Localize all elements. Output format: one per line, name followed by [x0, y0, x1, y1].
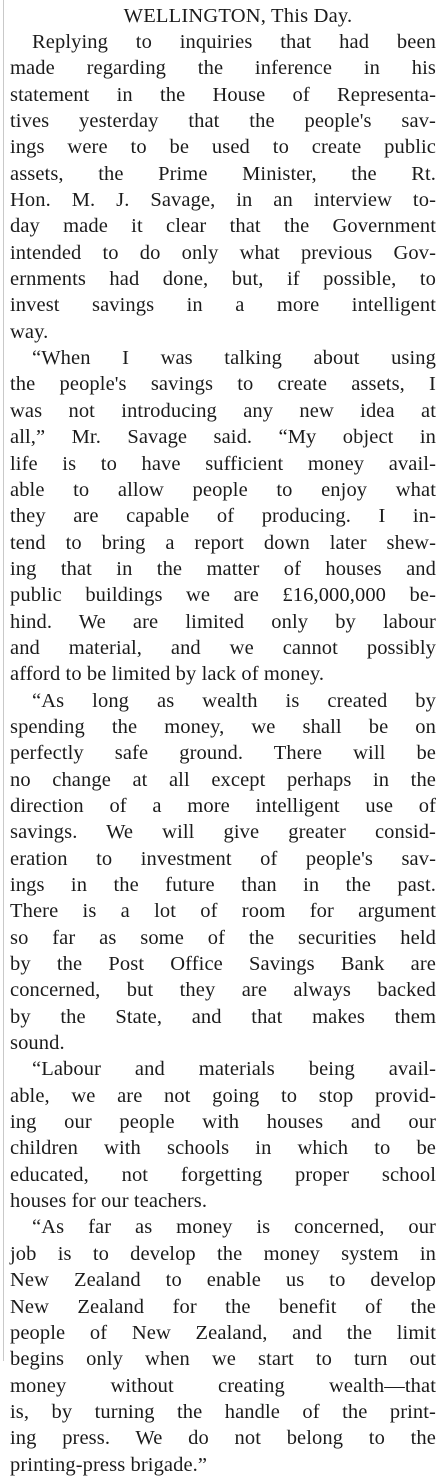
- article-paragraph: [10, 688, 436, 1057]
- text-line: by the Post Office Savings Bank are: [10, 953, 436, 976]
- text-line: assets, the Prime Minister, the Rt.: [10, 162, 436, 185]
- text-line: spending the money, we shall be on: [10, 715, 436, 738]
- text-line: children with schools in which to be: [10, 1137, 436, 1160]
- text-line: the people's savings to create assets, I: [10, 373, 436, 396]
- text-line: tives yesterday that the people's sav-: [10, 110, 436, 133]
- article-paragraph: [10, 1214, 436, 1477]
- text-line: ing our people with houses and our: [10, 1111, 436, 1134]
- text-line: direction of a more intelligent use of: [10, 794, 436, 817]
- text-line: ernments had done, but, if possible, to: [10, 268, 436, 291]
- text-line: and material, and we cannot possibly: [10, 636, 436, 659]
- text-line: so far as some of the securities held: [10, 926, 436, 949]
- text-line: no change at all except perhaps in the: [10, 768, 436, 791]
- text-line: begins only when we start to turn out: [10, 1348, 436, 1371]
- text-line: made regarding the inference in his: [10, 57, 436, 80]
- text-line: hind. We are limited only by labour: [10, 610, 436, 633]
- text-line: Hon. M. J. Savage, in an interview to-: [10, 189, 436, 212]
- text-line: statement in the House of Representa-: [10, 83, 436, 106]
- text-line: perfectly safe ground. There will be: [10, 742, 436, 765]
- text-line: ing that in the matter of houses and: [10, 557, 436, 580]
- text-line: “As long as wealth is created by: [32, 689, 436, 712]
- article-paragraph: [10, 29, 436, 345]
- text-line: ings were to be used to create public: [10, 136, 436, 159]
- text-line: is, by turning the handle of the print-: [10, 1400, 436, 1423]
- text-line: eration to investment of people's sav-: [10, 847, 436, 870]
- column-rule: [3, 0, 4, 1361]
- text-line: Replying to inquiries that had been: [32, 31, 436, 53]
- text-line: New Zealand for the benefit of the: [10, 1295, 436, 1318]
- text-line: “Labour and materials being avail-: [32, 1058, 436, 1081]
- text-line: tend to bring a report down later shew-: [10, 531, 436, 554]
- text-line: invest savings in a more intelligent: [10, 294, 436, 317]
- text-line: houses for our teachers.: [10, 1190, 208, 1213]
- text-line: educated, not forgetting proper school: [10, 1163, 436, 1186]
- text-line: money without creating wealth—that: [10, 1374, 436, 1397]
- text-line: people of New Zealand, and the limit: [10, 1321, 436, 1344]
- article-column: [10, 4, 436, 1478]
- text-line: “As far as money is concerned, our: [32, 1216, 436, 1239]
- text-line: New Zealand to enable us to develop: [10, 1269, 436, 1292]
- text-line: they are capable of producing. I in-: [10, 505, 436, 528]
- text-line: job is to develop the money system in: [10, 1242, 436, 1265]
- text-line: afford to be limited by lack of money.: [10, 663, 325, 686]
- article-paragraph: [10, 1056, 436, 1214]
- article-body: [10, 29, 436, 1478]
- text-line: all,” Mr. Savage said. “My object in: [10, 426, 436, 449]
- text-line: by the State, and that makes them: [10, 1005, 436, 1028]
- text-line: ing press. We do not belong to the: [10, 1427, 436, 1450]
- text-line: public buildings we are £16,000,000 be-: [10, 584, 436, 607]
- text-line: printing-press brigade.”: [10, 1453, 208, 1476]
- text-line: ings in the future than in the past.: [10, 874, 436, 896]
- text-line: savings. We will give greater consid-: [10, 821, 436, 844]
- text-line: There is a lot of room for argument: [10, 900, 436, 923]
- text-line: life is to have sufficient money avail-: [10, 452, 436, 475]
- text-line: way.: [10, 320, 49, 343]
- text-line: able to allow people to enjoy what: [10, 478, 436, 501]
- text-line: was not introducing any new idea at: [10, 399, 436, 422]
- text-line: intended to do only what previous Gov-: [10, 241, 436, 264]
- text-line: day made it clear that the Government: [10, 215, 436, 238]
- article-paragraph: [10, 345, 436, 687]
- text-line: sound.: [10, 1032, 65, 1055]
- dateline: WELLINGTON, This Day.: [123, 5, 353, 27]
- text-line: “When I was talking about using: [32, 347, 436, 370]
- text-line: able, we are not going to stop provid-: [10, 1084, 436, 1107]
- text-line: concerned, but they are always backed: [10, 979, 436, 1002]
